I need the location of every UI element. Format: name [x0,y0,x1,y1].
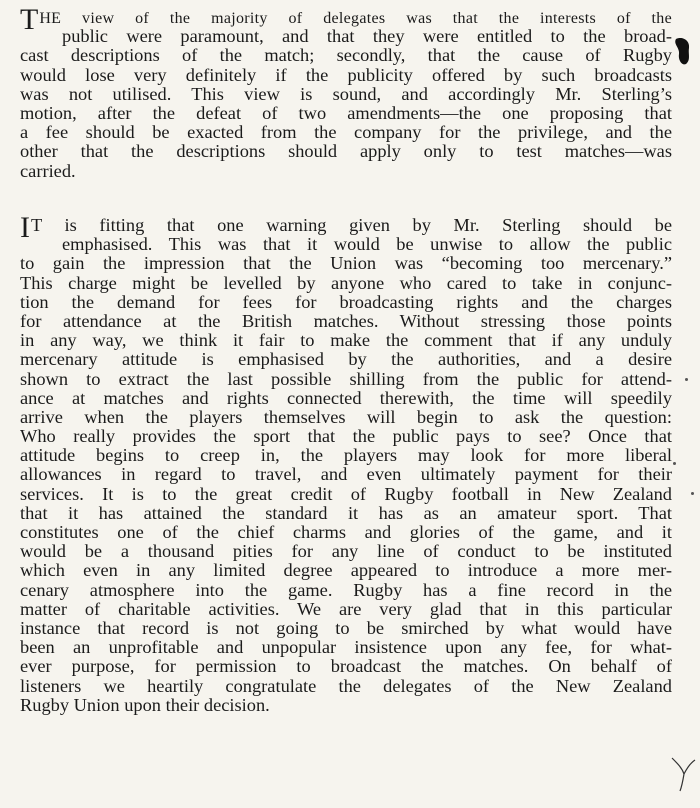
margin-dot [673,462,676,465]
text-line: instance that record is not going to be smirched by what would have [20,617,672,638]
text-line: motion, after the defeat of two amendments—the one proposing that [20,102,672,123]
text-line: would lose very definitely if the publicity offered by such broadcasts [20,64,672,85]
text-line: that it has attained the standard it has as an amateur sport. That [20,502,672,523]
text-line [20,211,672,244]
text-line: Who really provides the sport that the public pays to see? Once that [20,426,672,447]
text-line: carried. [20,160,76,181]
text-line: emphasised. This was that it would be unwise to allow the public [62,234,672,255]
text-line: cast descriptions of the match; secondly, that the cause of Rugby [20,45,672,66]
text-line: a fee should be exacted from the company for the privilege, and the [20,122,672,143]
text-line: was not utilised. This view is sound, and accordingly Mr. Sterling’s [20,83,672,104]
drop-cap: T [20,3,39,36]
text-line: ever purpose, for permission to broadcast the matches. On behalf of [20,656,672,677]
text-line: public were paramount, and that they were entitled to the broad- [62,26,672,47]
text-line: attitude begins to creep in, the players may look for more liberal [20,445,672,466]
text-line: to gain the impression that the Union was “becoming too mercenary.” [20,253,672,274]
text-line: ance at matches and rights connected therewith, the time will speedily [20,387,672,408]
text-line: Rugby Union upon their decision. [20,694,270,715]
text-line: in any way, we think it fair to make the comment that if any unduly [20,330,672,351]
text-line: constitutes one of the chief charms and glories of the game, and it [20,522,672,542]
text-line: services. It is to the great credit of Rugby football in New Zealand [20,483,672,504]
paragraph-warning [20,211,672,715]
text-line: listeners we heartily congratulate the delegates of the New Zealand [20,675,672,696]
line-text: HE view of the majority of delegates was that the interests of the [39,10,672,27]
text-line: shown to extract the last possible shilling from the public for attend- [20,368,672,389]
margin-dot [685,378,688,381]
drop-cap: I [20,211,30,244]
line-text: T is fitting that one warning given by Mr. Sterling should be [31,215,672,235]
text-line: would be a thousand pities for any line of conduct to be instituted [20,541,672,562]
paragraph-broadcast-view [20,3,672,181]
text-line: allowances in regard to travel, and even ultimately payment for their [20,464,672,485]
text-line: arrive when the players themselves will begin to ask the question: [20,406,672,427]
margin-dot [691,492,694,495]
text-line: been an unprofitable and unpopular insistence upon any fee, for what- [20,637,672,658]
text-line: This charge might be levelled by anyone who cared to take in conjunc- [20,272,672,293]
text-line: mercenary attitude is emphasised by the authorities, and a desire [20,349,672,370]
margin-scratch-mark [670,752,696,792]
ink-blot-mark [672,36,692,66]
text-line: which even in any limited degree appeared to introduce a more mer- [20,560,672,581]
text-line: matter of charitable activities. We are very glad that in this particular [20,598,672,619]
text-line: cenary atmosphere into the game. Rugby has a fine record in the [20,579,672,600]
text-line: for attendance at the British matches. Without stressing those points [20,310,672,331]
text-line: tion the demand for fees for broadcasting rights and the charges [20,291,672,312]
text-line [20,3,672,36]
text-line: other that the descriptions should apply only to test matches—was [20,141,672,162]
